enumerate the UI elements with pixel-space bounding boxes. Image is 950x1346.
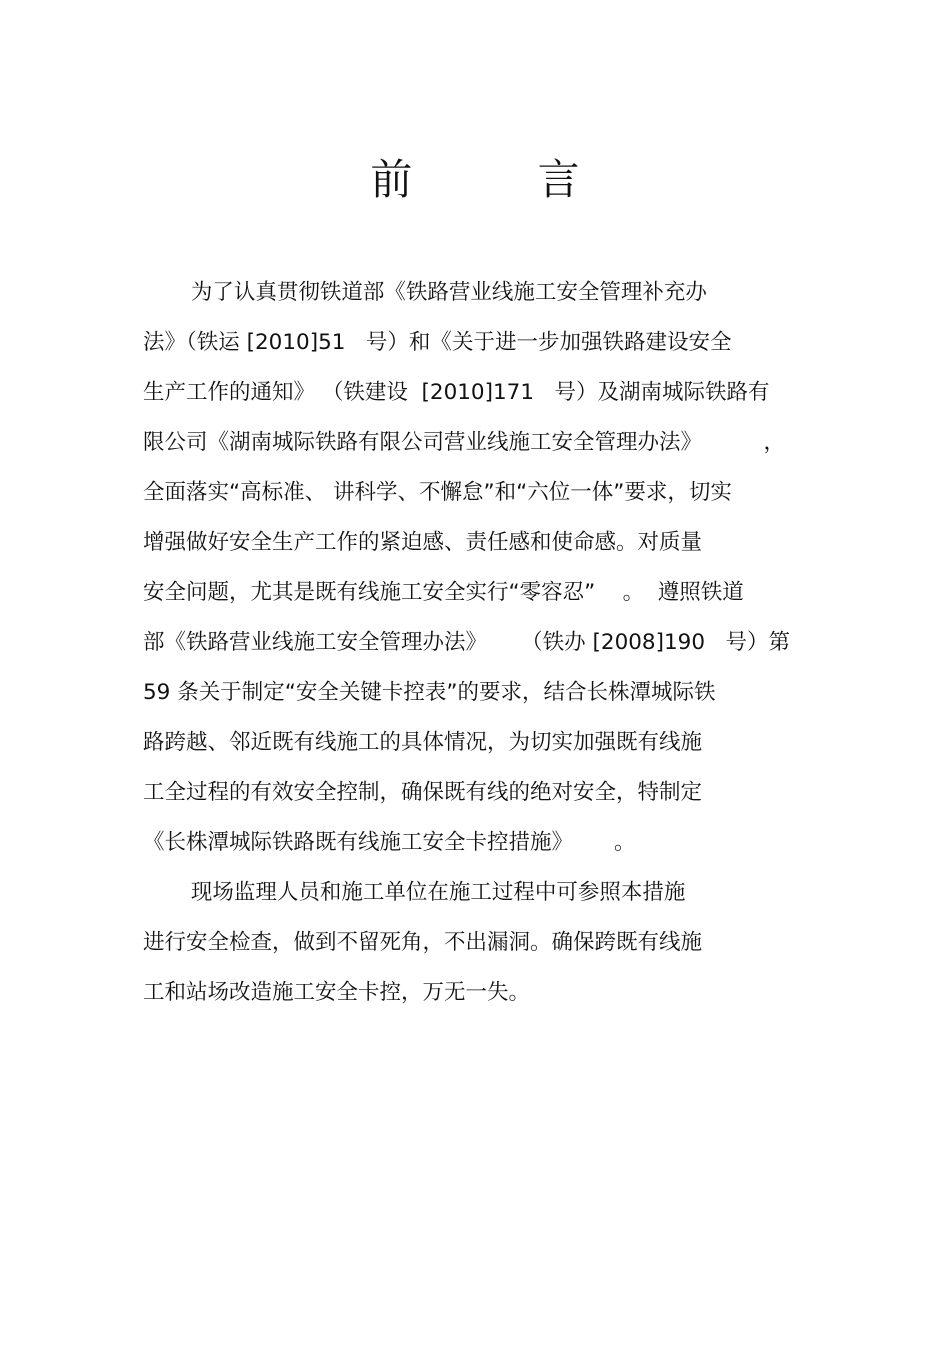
text-line: 生产工作的通知》 （铁建设 [2010]171 号）及湖南城际铁路有 [143, 380, 770, 405]
text-line: 部《铁路营业线施工安全管理办法》 （铁办 [2008]190 号）第 [143, 630, 791, 655]
text-line: 现场监理人员和施工单位在施工过程中可参照本措施 [143, 880, 686, 905]
text-line: 路跨越、邻近既有线施工的具体情况，为切实加强既有线施 [143, 730, 703, 755]
page-title: 前 言 [370, 155, 636, 204]
text-line: 全面落实“高标准、 讲科学、不懈怠”和“六位一体”要求，切实 [143, 480, 732, 505]
text-line: 限公司《湖南城际铁路有限公司营业线施工安全管理办法》 ， [143, 430, 786, 455]
preface-body [143, 271, 843, 1021]
text-line: 工全过程的有效安全控制，确保既有线的绝对安全，特制定 [143, 780, 703, 805]
text-line: 工和站场改造施工安全卡控，万无一失。 [143, 980, 531, 1005]
text-line: 进行安全检查，做到不留死角，不出漏洞。确保跨既有线施 [143, 930, 703, 955]
text-line: 安全问题，尤其是既有线施工安全实行“零容忍” 。 遵照铁道 [143, 580, 744, 605]
text-line: 59 条关于制定“安全关键卡控表”的要求，结合长株潭城际铁 [143, 680, 716, 705]
text-line: 《长株潭城际铁路既有线施工安全卡控措施》 。 [143, 830, 636, 855]
text-line: 为了认真贯彻铁道部《铁路营业线施工安全管理补充办 [143, 280, 707, 305]
text-line: 增强做好安全生产工作的紧迫感、责任感和使命感。对质量 [143, 530, 703, 555]
text-line: 法》（铁运 [2010]51 号）和《关于进一步加强铁路建设安全 [143, 330, 732, 355]
